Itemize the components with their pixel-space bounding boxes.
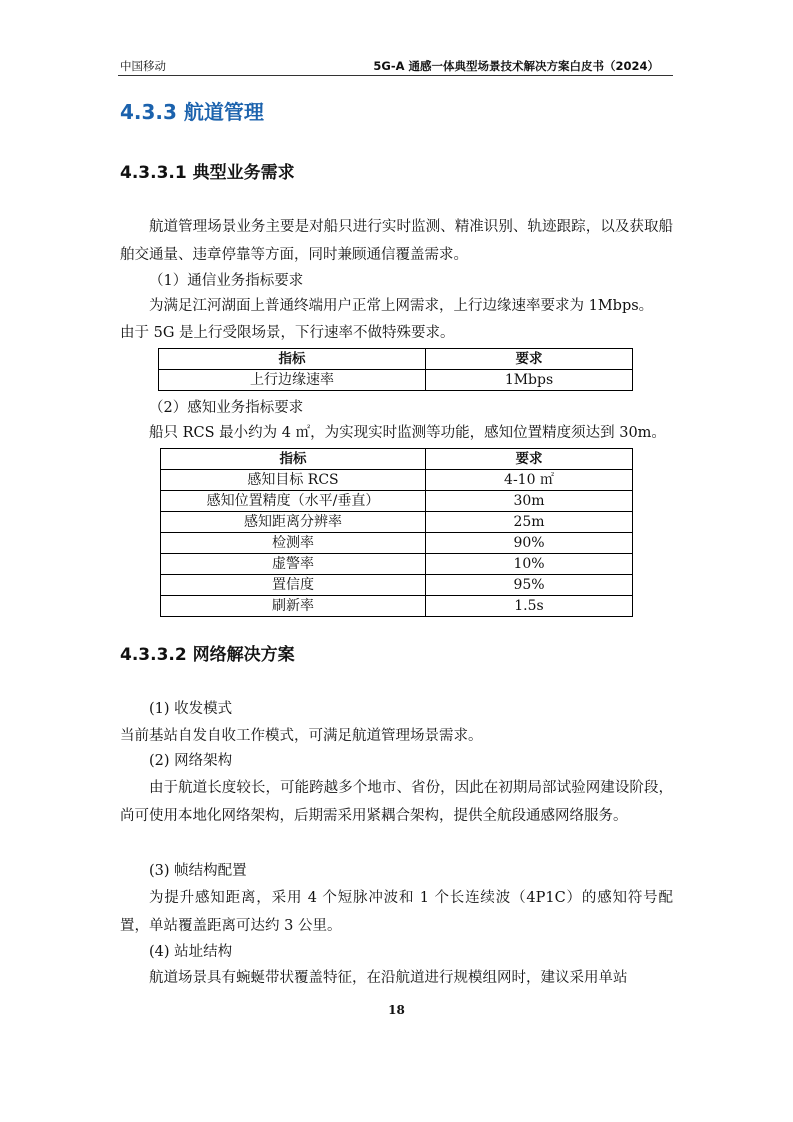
table-header-cell: 指标 [161,449,426,470]
sense-line: 船只 RCS 最小约为 4 ㎡，为实现实时监测等功能，感知位置精度须达到 30m。 [149,425,666,441]
item-heading-4: (4) 站址结构 [149,944,233,960]
table-cell: 感知位置精度（水平/垂直） [161,491,426,512]
comm-line-2: 由于 5G 是上行受限场景，下行速率不做特殊要求。 [120,325,455,341]
table-cell: 95% [426,575,633,596]
item-text-4: 航道场景具有蜿蜒带状覆盖特征，在沿航道进行规模组网时，建议采用单站 [149,970,628,986]
comm-heading: （1）通信业务指标要求 [149,273,304,289]
intro-paragraph: 航道管理场景业务主要是对船只进行实时监测、精准识别、轨迹跟踪，以及获取船舶交通量、违章停靠等方面，同时兼顾通信覆盖需求。 [120,219,673,263]
table-row [161,533,633,554]
sense-table [160,448,633,617]
item-heading-1: (1) 收发模式 [149,701,233,717]
header-org: 中国移动 [120,59,166,73]
item-heading-3: (3) 帧结构配置 [149,863,247,879]
subsection-title-2: 4.3.3.2 网络解决方案 [120,645,295,665]
table-cell: 刷新率 [161,596,426,617]
table-header-row [161,449,633,470]
header-doc-title: 5G-A 通感一体典型场景技术解决方案白皮书（2024） [373,59,659,73]
item-text-2: 由于航道长度较长，可能跨越多个地市、省份，因此在初期局部试验网建设阶段，尚可使用本地化网络架构，后期需采用紧耦合架构，提供全航段通感网络服务。 [120,780,673,824]
sense-heading: （2）感知业务指标要求 [149,400,304,416]
comm-table [158,348,633,391]
table-row [161,491,633,512]
comm-line-1: 为满足江河湖面上普通终端用户正常上网需求，上行边缘速率要求为 1Mbps。 [149,298,654,314]
table-row [161,596,633,617]
item-text-1: 当前基站自发自收工作模式，可满足航道管理场景需求。 [120,728,483,744]
table-cell: 1.5s [426,596,633,617]
table-row [161,470,633,491]
table-row [161,575,633,596]
section-title: 4.3.3 航道管理 [120,100,264,124]
table-row [161,512,633,533]
table-header-cell: 指标 [159,349,426,370]
page-header [118,56,673,76]
table-header-cell: 要求 [426,449,633,470]
table-cell: 上行边缘速率 [159,370,426,391]
item-text-3: 为提升感知距离，采用 4 个短脉冲波和 1 个长连续波（4P1C）的感知符号配置，单站覆盖距离可达约 3 公里。 [120,890,673,934]
item-heading-2: (2) 网络架构 [149,753,233,769]
subsection-title-1: 4.3.3.1 典型业务需求 [120,163,295,183]
table-header-row [159,349,633,370]
table-row [159,370,633,391]
page-number: 18 [388,1003,405,1017]
table-row [161,554,633,575]
table-cell: 10% [426,554,633,575]
table-cell: 30m [426,491,633,512]
table-cell: 检测率 [161,533,426,554]
table-cell: 25m [426,512,633,533]
table-cell: 虚警率 [161,554,426,575]
table-cell: 感知目标 RCS [161,470,426,491]
table-cell: 1Mbps [426,370,633,391]
table-cell: 置信度 [161,575,426,596]
table-cell: 90% [426,533,633,554]
table-header-cell: 要求 [426,349,633,370]
table-cell: 4-10 ㎡ [426,470,633,491]
table-cell: 感知距离分辨率 [161,512,426,533]
